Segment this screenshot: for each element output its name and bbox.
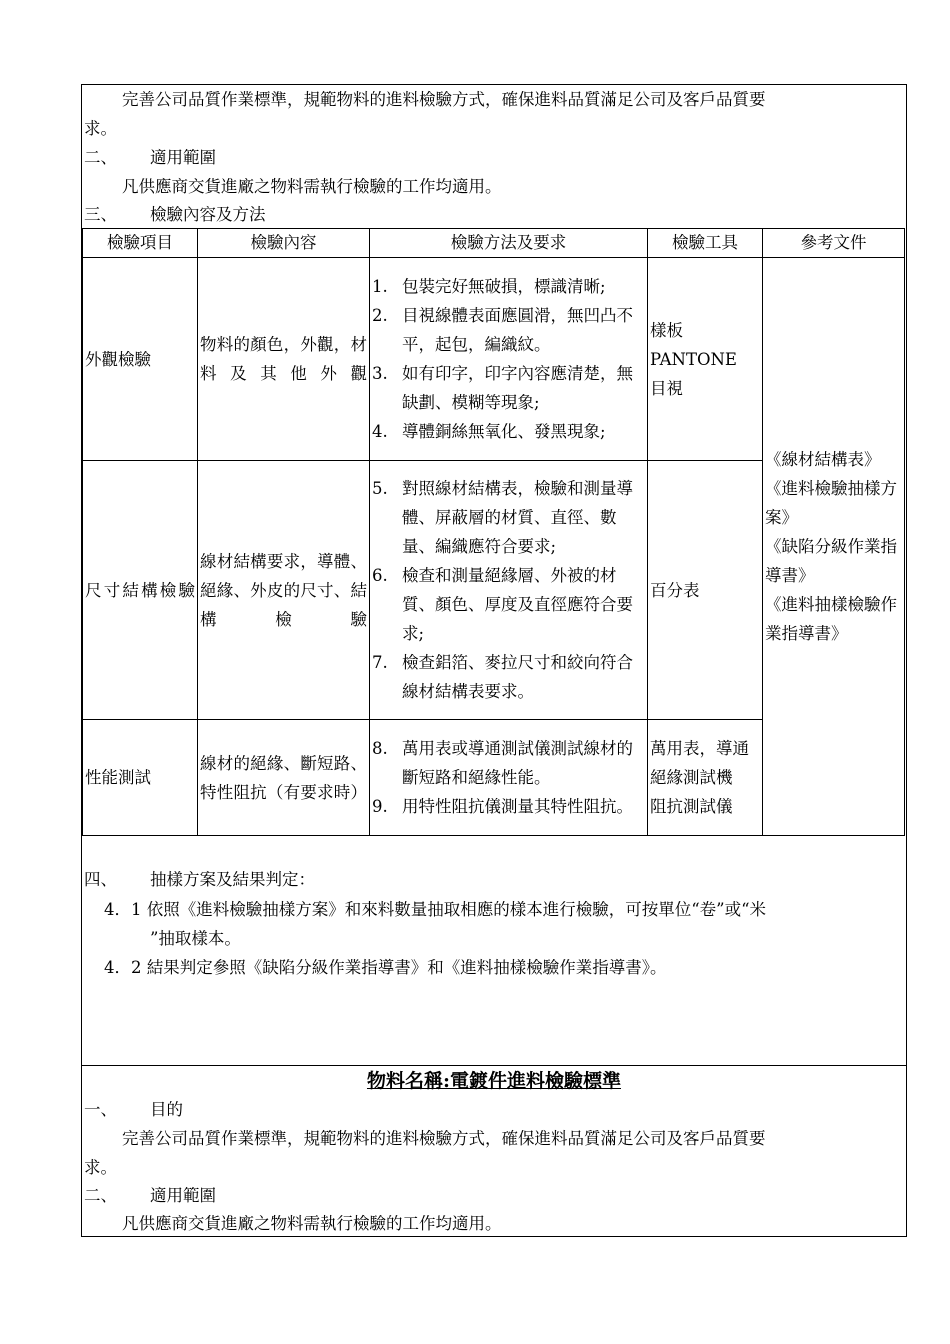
reference-item: 《進料檢驗抽樣方案》 — [765, 479, 897, 527]
section3-heading — [84, 203, 900, 227]
table-row — [83, 258, 905, 461]
lower-section1-number: 一、 — [84, 1100, 117, 1119]
row3-item: 性能測試 — [83, 720, 198, 836]
section4-item1 — [104, 895, 904, 953]
method-item: 4. 導體銅絲無氧化、發黑現象; — [372, 422, 606, 441]
tool-item: 百分表 — [650, 580, 700, 600]
reference-item: 《缺陷分級作業指導書》 — [765, 537, 897, 585]
method-item: 8. 萬用表或導通測試儀測試線材的斷短路和絕緣性能。 — [372, 739, 633, 787]
row1-tools — [648, 258, 763, 461]
row1-methods — [370, 258, 648, 461]
purpose-text-line2: 求。 — [84, 119, 117, 138]
lower-purpose-text-line1: 完善公司品質作業標準，規範物料的進料檢驗方式，確保進料品質滿足公司及客戶品質要 — [122, 1129, 766, 1148]
material-title-text: 物料名稱:電鍍件進料檢驗標準 — [366, 1070, 621, 1092]
section4-title: 抽樣方案及結果判定： — [150, 870, 315, 889]
method-item: 1. 包裝完好無破損，標識清晰; — [372, 277, 606, 296]
reference-item: 《線材結構表》 — [765, 450, 881, 469]
lower-section2-title: 適用範圍 — [150, 1186, 216, 1205]
reference-item: 《進料抽樣檢驗作業指導書》 — [765, 595, 897, 643]
method-item: 3. 如有印字，印字內容應清楚，無缺劃、模糊等現象; — [372, 364, 633, 412]
lower-section1-heading — [84, 1098, 900, 1122]
row2-item: 尺寸結構檢驗 — [83, 461, 198, 720]
method-item: 6. 檢查和測量絕緣層、外被的材質、顏色、厚度及直徑應符合要求; — [372, 566, 633, 643]
row2-tools — [648, 461, 763, 720]
section3-title: 檢驗內容及方法 — [150, 205, 266, 224]
material-title — [81, 1066, 907, 1096]
reference-documents — [763, 258, 905, 836]
method-item: 7. 檢查鋁箔、麥拉尺寸和絞向符合線材結構表要求。 — [372, 653, 633, 701]
section4-item2: 4．2 結果判定參照《缺陷分級作業指導書》和《進料抽樣檢驗作業指導書》。 — [104, 958, 667, 977]
method-item: 5. 對照線材結構表，檢驗和測量導體、屏蔽層的材質、直徑、數量、編織應符合要求; — [372, 479, 633, 556]
scope-text: 凡供應商交貨進廠之物料需執行檢驗的工作均適用。 — [122, 177, 502, 196]
section4-item1-line2: ”抽取樣本。 — [150, 929, 241, 948]
method-item: 9. 用特性阻抗儀測量其特性阻抗。 — [372, 797, 633, 816]
lower-section2-number: 二、 — [84, 1186, 117, 1205]
lower-scope-text: 凡供應商交貨進廠之物料需執行檢驗的工作均適用。 — [122, 1214, 502, 1233]
section3-number: 三、 — [84, 205, 117, 224]
section4-heading — [84, 868, 900, 892]
method-item: 2. 目視線體表面應圓滑，無凹凸不平，起包，編織紋。 — [372, 306, 633, 354]
row2-content: 線材結構要求，導體、絕緣、外皮的尺寸、結構檢驗 — [198, 461, 370, 720]
inspection-table — [82, 228, 905, 836]
header-item: 檢驗項目 — [83, 229, 198, 258]
tool-item: PANTONE — [650, 349, 737, 369]
section4-item1-line1: 4．1 依照《進料檢驗抽樣方案》和來料數量抽取相應的樣本進行檢驗，可按單位“卷”或“米 — [104, 900, 767, 919]
row3-tools — [648, 720, 763, 836]
row3-content: 線材的絕緣、斷短路、特性阻抗（有要求時） — [198, 720, 370, 836]
section2-heading — [84, 146, 900, 170]
row3-methods — [370, 720, 648, 836]
header-reference: 參考文件 — [763, 229, 905, 258]
tool-item: 目視 — [650, 378, 683, 398]
lower-section2-heading — [84, 1184, 900, 1208]
tool-item: 樣板 — [650, 320, 683, 340]
header-tool: 檢驗工具 — [648, 229, 763, 258]
tool-item: 萬用表，導通絕緣測試機 — [650, 739, 749, 787]
section4-number: 四、 — [84, 870, 117, 889]
row2-methods — [370, 461, 648, 720]
header-method: 檢驗方法及要求 — [370, 229, 648, 258]
table-header-row — [83, 229, 905, 258]
row1-item: 外觀檢驗 — [83, 258, 198, 461]
purpose-text-line1: 完善公司品質作業標準，規範物料的進料檢驗方式，確保進料品質滿足公司及客戶品質要 — [122, 90, 766, 109]
lower-purpose-text-line2: 求。 — [84, 1158, 117, 1177]
section2-number: 二、 — [84, 148, 117, 167]
tool-item: 阻抗測試儀 — [650, 797, 733, 816]
lower-section1-title: 目的 — [150, 1100, 183, 1119]
header-content: 檢驗內容 — [198, 229, 370, 258]
section2-title: 適用範圍 — [150, 148, 216, 167]
row1-content: 物料的顏色，外觀，材料及其他外觀 — [198, 258, 370, 461]
